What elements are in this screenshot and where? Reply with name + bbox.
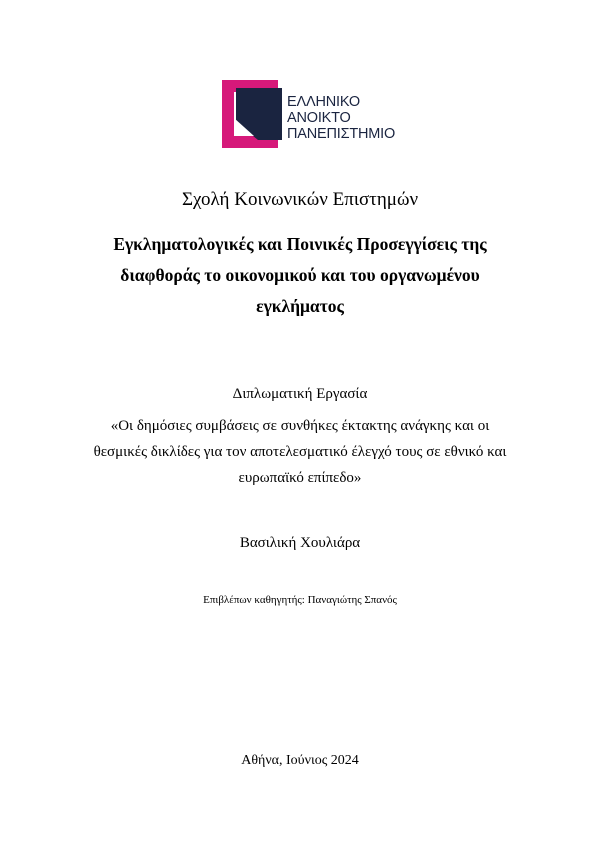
place-date: Αθήνα, Ιούνιος 2024	[241, 753, 359, 768]
logo-line-2: ΑΝΟΙΚΤΟ	[287, 110, 351, 126]
university-logo-text	[287, 94, 395, 142]
supervisor: Επιβλέπων καθηγητής: Παναγιώτης Σπανός	[203, 594, 397, 606]
logo-line-3: ΠΑΝΕΠΙΣΤΗΜΙΟ	[287, 126, 396, 142]
university-logo-mark-icon	[218, 78, 282, 150]
course-title: Εγκληματολογικές και Ποινικές Προσεγγίσεις της διαφθοράς το οικονομικού και του οργανωμένου εγκλήματος	[113, 234, 487, 316]
author-name: Βασιλική Χουλιάρα	[239, 535, 361, 551]
thesis-type: Διπλωματική Εργασία	[232, 386, 368, 402]
thesis-title: «Οι δημόσιες συμβάσεις σε συνθήκες έκτακτης ανάγκης και οι θεσμικές δικλίδες για τον αποτελεσματικό έλεγχό τους σε εθνικό και ευρωπαϊκό επίπεδο»	[93, 418, 507, 486]
university-logo	[218, 78, 398, 150]
logo-line-1: ΕΛΛΗΝΙΚΟ	[287, 94, 360, 110]
school-name: Σχολή Κοινωνικών Επιστημών	[181, 189, 419, 210]
